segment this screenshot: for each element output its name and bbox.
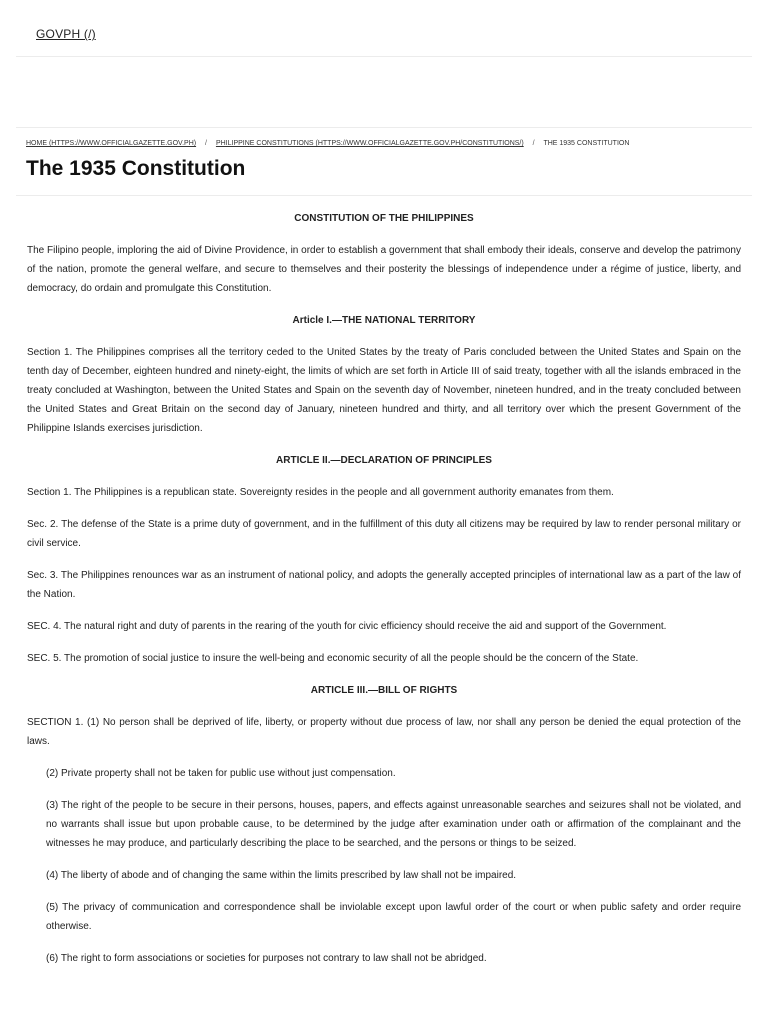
article-3-section-1-clause-1: SECTION 1. (1) No person shall be deprived of life, liberty, or property without due process of law, nor shall any person be denied the equal protection of the laws. — [27, 717, 741, 747]
breadcrumb-separator: / — [532, 140, 535, 147]
article-2-section-2: Sec. 2. The defense of the State is a prime duty of government, and in the fulfillment of this duty all citizens may be required by law to render personal military or civil service. — [27, 519, 741, 549]
article-2-heading: ARTICLE II.—DECLARATION OF PRINCIPLES — [276, 455, 492, 466]
header-spacer — [16, 57, 752, 128]
top-bar — [16, 0, 752, 57]
breadcrumb-constitutions-link[interactable]: PHILIPPINE CONSTITUTIONS (HTTPS://WWW.OFFICIALGAZETTE.GOV.PH/CONSTITUTIONS/) — [215, 140, 524, 147]
breadcrumb-home-link[interactable]: HOME (HTTPS://WWW.OFFICIALGAZETTE.GOV.PH) — [26, 140, 197, 147]
breadcrumb — [26, 140, 742, 147]
article-1-heading: Article I.—THE NATIONAL TERRITORY — [292, 315, 476, 326]
document-body — [27, 209, 741, 968]
article-3-section-1-clause-2: (2) Private property shall not be taken for public use without just compensation. — [46, 768, 396, 779]
breadcrumb-current: THE 1935 CONSTITUTION — [543, 140, 630, 147]
article-3-section-1-clause-6: (6) The right to form associations or societies for purposes not contrary to law shall not be abridged. — [46, 953, 487, 964]
article-3-section-1-clause-3: (3) The right of the people to be secure in their persons, houses, papers, and effects against unreasonable searches and seizures shall not be violated, and no warrants shall issue but upon probable cause, to be determined by the judge after examination under oath or affirmation of the complainant and the witnesses he may produce, and particularly describing the place to be searched, and the persons or things to be seized. — [46, 800, 741, 849]
article-1-section-1: Section 1. The Philippines comprises all the territory ceded to the United States by the treaty of Paris concluded between the United States and Spain on the tenth day of December, eighteen hundred and ninety-eight, the limits of which are set forth in Article III of said treaty, together with all the islands embraced in the treaty concluded at Washington, between the United States and Spain on the seventh day of November, nineteen hundred, and in the treaty concluded between the United States and Great Britain on the second day of January, nineteen hundred and thirty, and all territory over which the present Government of the Philippine Islands exercises jurisdiction. — [27, 347, 741, 434]
title-divider — [16, 195, 752, 196]
page-title: The 1935 Constitution — [26, 157, 246, 180]
article-2-section-5: SEC. 5. The promotion of social justice to insure the well-being and economic security of all the people should be the concern of the State. — [27, 653, 639, 664]
preamble: The Filipino people, imploring the aid of Divine Providence, in order to establish a government that shall embody their ideals, conserve and develop the patrimony of the nation, promote the general welfare, and secure to themselves and their posterity the blessings of independence under a régime of justice, liberty, and democracy, do ordain and promulgate this Constitution. — [27, 245, 741, 294]
article-3-section-1-clause-5: (5) The privacy of communication and correspondence shall be inviolable except upon lawful order of the court or when public safety and order require otherwise. — [46, 902, 741, 932]
breadcrumb-separator: / — [205, 140, 207, 147]
document-heading: CONSTITUTION OF THE PHILIPPINES — [294, 213, 474, 224]
article-2-section-4: SEC. 4. The natural right and duty of parents in the rearing of the youth for civic efficiency should receive the aid and support of the Government. — [27, 621, 667, 632]
govph-link[interactable]: GOVPH (/) — [36, 27, 96, 41]
article-2-section-1: Section 1. The Philippines is a republican state. Sovereignty resides in the people and all government authority emanates from them. — [27, 487, 614, 498]
article-2-section-3: Sec. 3. The Philippines renounces war as an instrument of national policy, and adopts the generally accepted principles of international law as a part of the law of the Nation. — [27, 570, 741, 600]
article-3-section-1-clause-4: (4) The liberty of abode and of changing the same within the limits prescribed by law shall not be impaired. — [46, 870, 517, 881]
article-3-heading: ARTICLE III.—BILL OF RIGHTS — [310, 685, 458, 696]
